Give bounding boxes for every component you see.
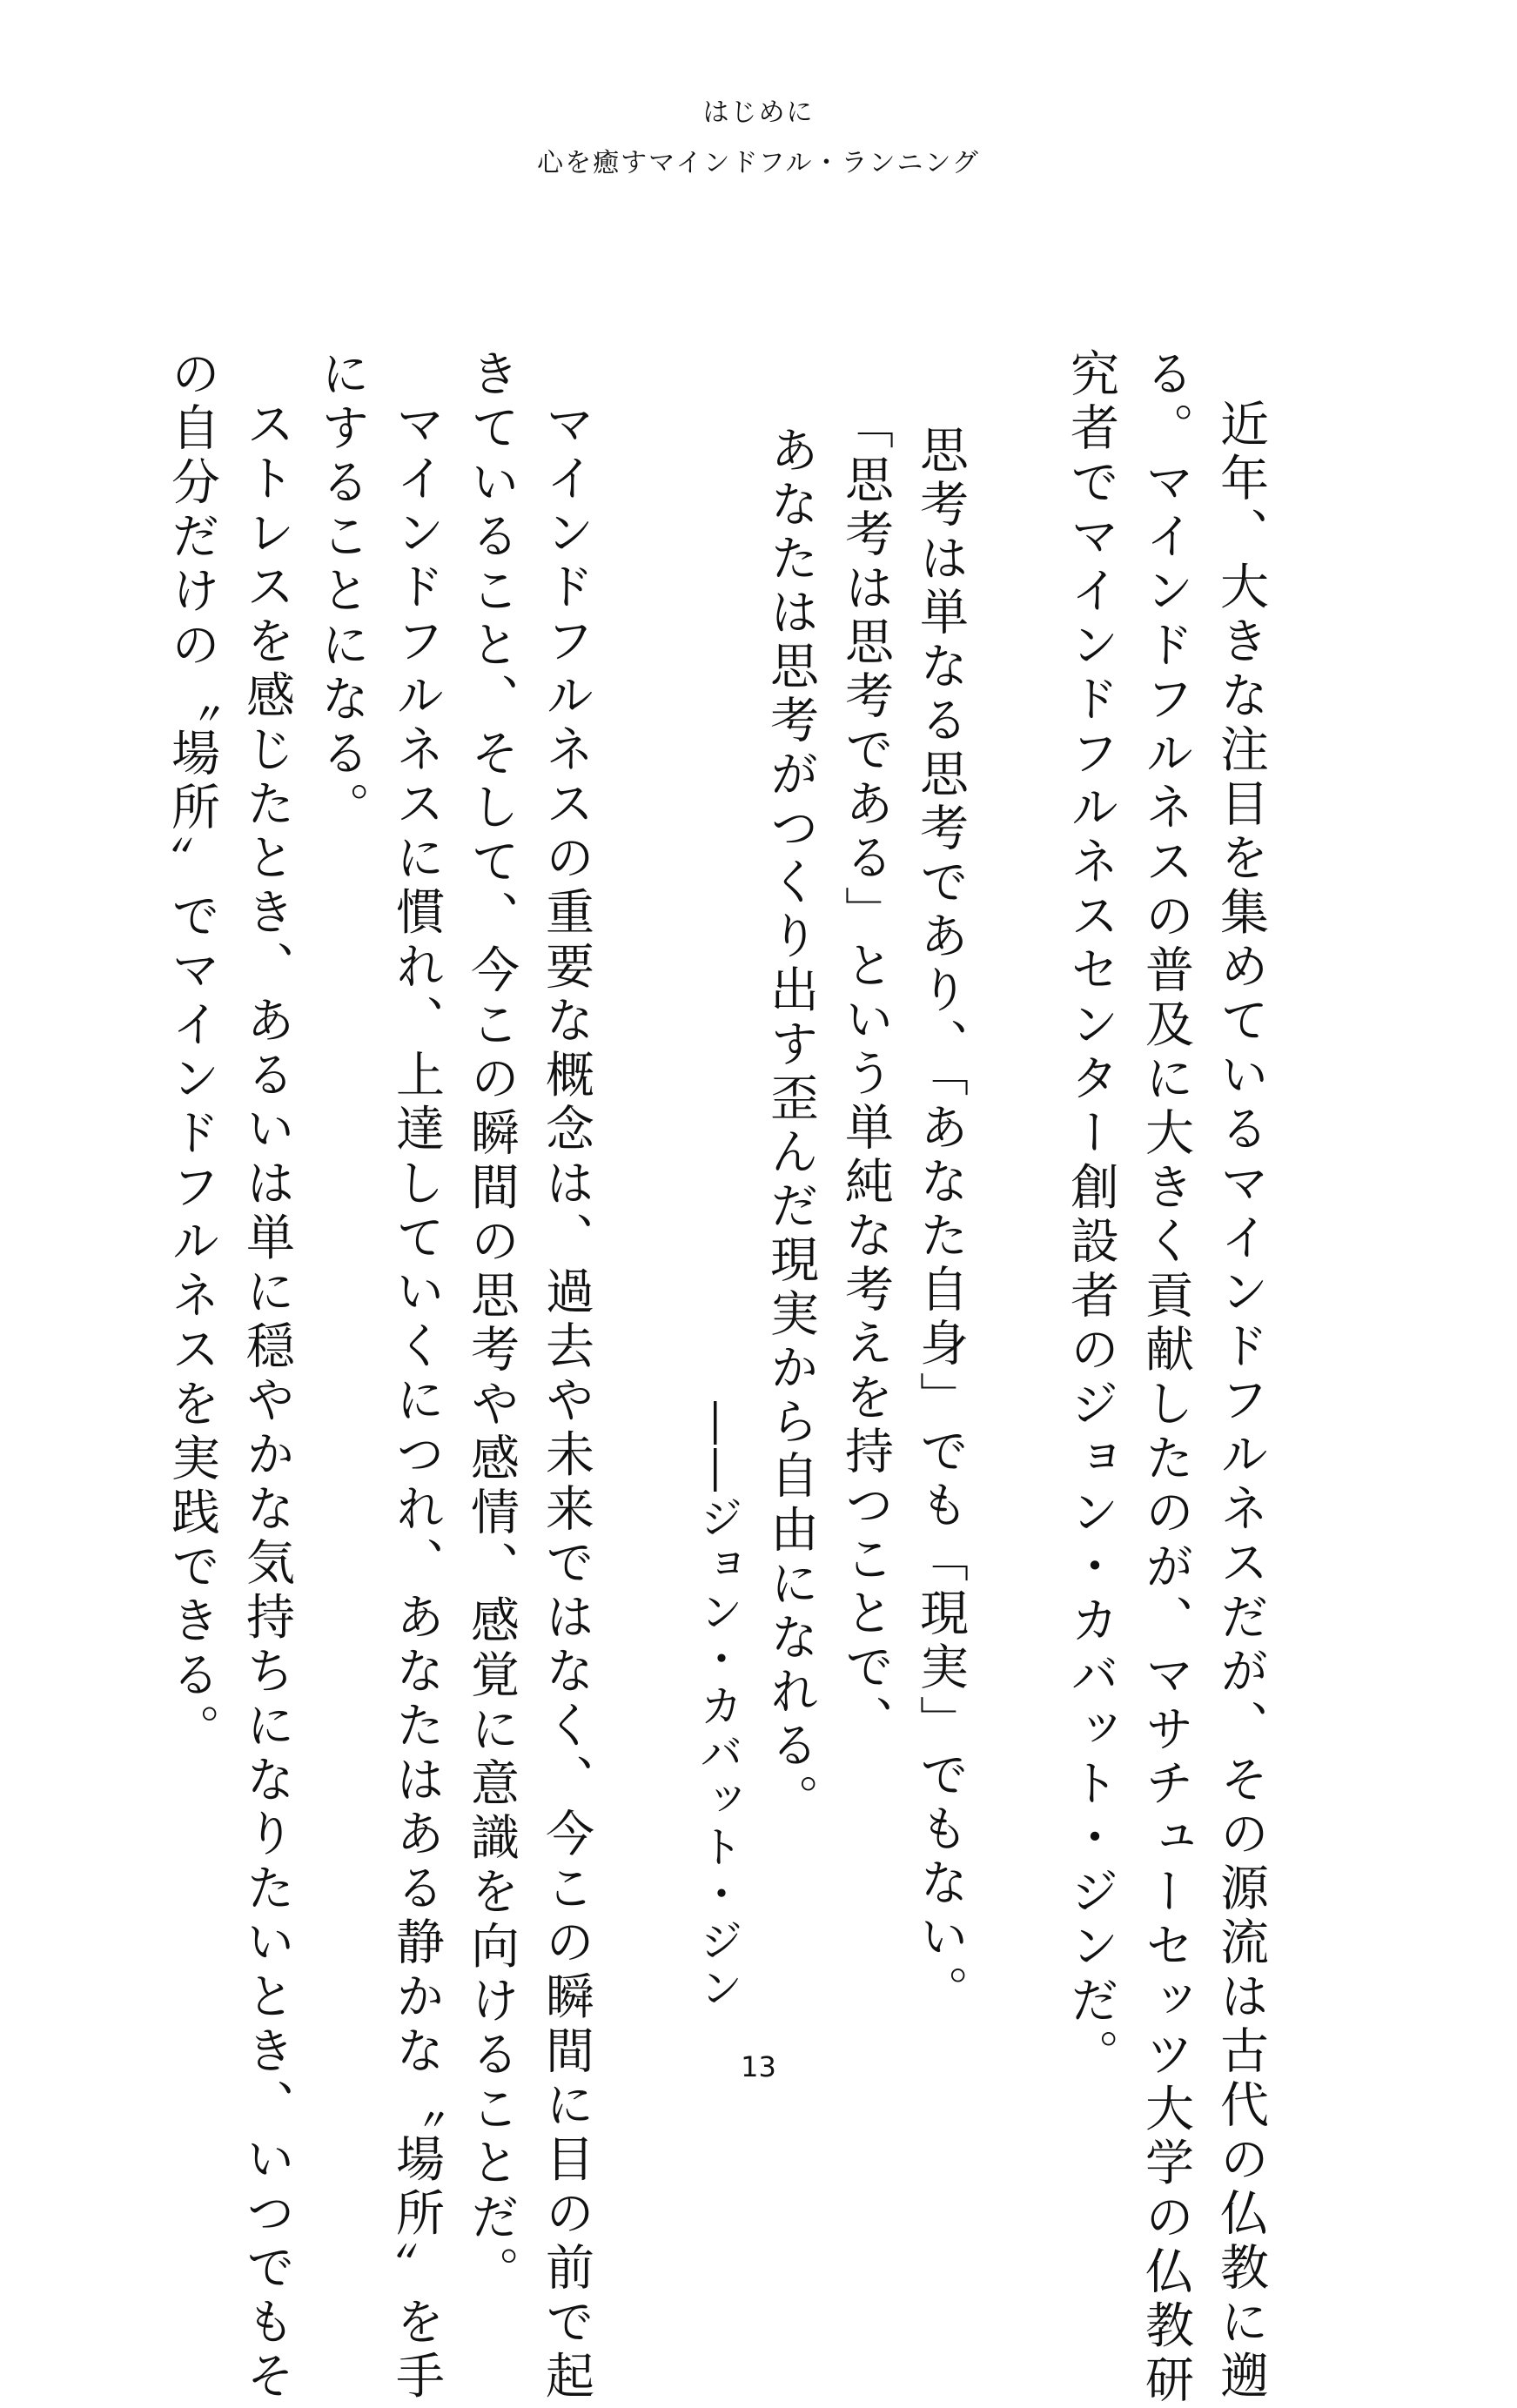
- paragraph2-line-3: マインドフルネスに慣れ、上達していくにつれ、あなたはある静かな〝場所〟を手: [388, 399, 445, 2405]
- paragraph1-line-2: る。マインドフルネスの普及に大きく貢献したのが、マサチューセッツ大学の仏教研: [1138, 348, 1194, 2408]
- paragraph2-line-2: きていること、そして、今この瞬間の思考や感情、感覚に意識を向けることだ。: [463, 348, 520, 2300]
- quote-line-1: 思考は単なる思考であり、「あなた自身」でも「現実」でもない。: [912, 425, 969, 2019]
- paragraph2-line-5: ストレスを感じたとき、あるいは単に穏やかな気持ちになりたいとき、いつでもそ: [238, 399, 295, 2405]
- paragraph2-line-4: にすることになる。: [313, 348, 370, 836]
- chapter-title: 心を癒すマインドフル・ランニング: [537, 148, 980, 178]
- page-number: 13: [741, 2050, 776, 2083]
- quote-attribution: ――ジョン・カバット・ジン: [693, 1401, 743, 2012]
- paragraph2-line-6: の自分だけの〝場所〟でマインドフルネスを実践できる。: [164, 348, 220, 1758]
- quote-line-2: 「思考は思考である」という単純な考えを持つことで、: [837, 400, 894, 1749]
- quote-line-3: あなたは思考がつくり出す歪んだ現実から自由になれる。: [762, 425, 819, 1828]
- section-label: はじめに: [702, 97, 815, 128]
- paragraph2-line-1: マインドフルネスの重要な概念は、過去や未来ではなく、今この瞬間に目の前で起: [538, 399, 594, 2405]
- paragraph1-line-1: 近年、大きな注目を集めているマインドフルネスだが、その源流は古代の仏教に遡: [1212, 399, 1269, 2405]
- paragraph1-line-3: 究者でマインドフルネスセンター創設者のジョン・カバット・ジンだ。: [1063, 348, 1119, 2083]
